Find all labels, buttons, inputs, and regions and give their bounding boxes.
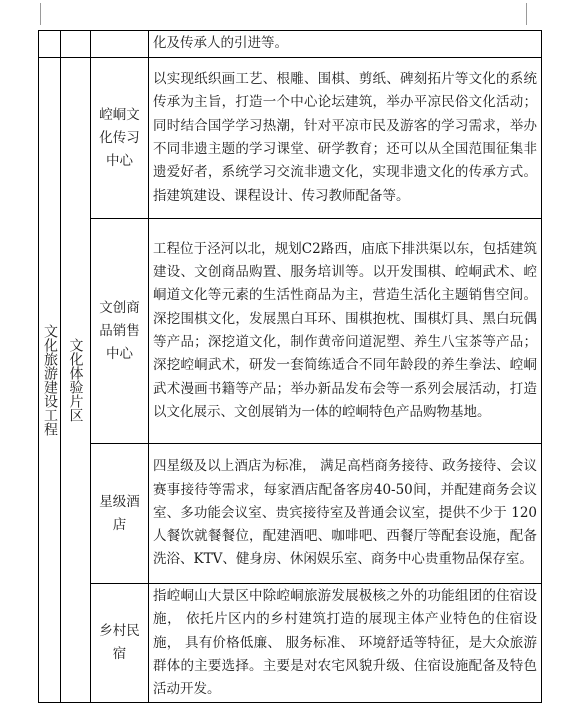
- table-row: [39, 219, 542, 444]
- item-content: 指崆峒山大景区中除崆峒旅游发展极核之外的功能组团的住宿设施， 依托片区内的乡村建筑打造的展现主体产业特色的住宿设施， 具有价格低廉、 服务标准、 环境舒适等特征，是大众旅游群体的主要选择。主要是对农宅风貌升级、住宿设施配备及特色活动开发。: [153, 588, 537, 698]
- item-content-cell: [149, 444, 542, 584]
- item-label-cell: [91, 584, 149, 703]
- item-label-cell: [91, 58, 149, 219]
- project-table: [38, 30, 542, 703]
- section-cell: [39, 58, 61, 703]
- empty-cell: [61, 31, 91, 58]
- section-label: 文化旅游建设工程: [42, 324, 58, 437]
- item-content: 四星级及以上酒店为标准， 满足高档商务接待、政务接待、会议赛事接待等需求，每家酒店配备客房40-50间，并配建商务会议室、多功能会议室、贵宾接待室及普通会议室，提供不少于 120 人餐饮就餐餐位，配建酒吧、咖啡吧、西餐厅等配套设施，配备洗浴、KTV、健身房、休闲娱乐室、商务中心贵重物品保存室。: [153, 458, 537, 568]
- item-label: 文创商品销售中心: [99, 299, 140, 362]
- continued-text: 化及传承人的引进等。: [153, 35, 288, 52]
- page-corner-mark-left: [40, 3, 41, 25]
- subsection-cell: [61, 58, 91, 703]
- empty-cell: [91, 31, 149, 58]
- table-row: [39, 58, 542, 219]
- item-content: 工程位于泾河以北，规划C2路西，庙底下排洪渠以东，包括建筑建设、文创商品购置、服务培训等。以开发围棋、崆峒武术、崆峒道文化等元素的生活性商品为主，营造生活化主题销售空间。深挖围棋文化，发展黑白耳环、围棋抱枕、围棋灯具、黑白玩偶等产品；深挖道文化，制作黄帝问道泥塑、养生八宝茶等产品；深挖崆峒武术，研发一套简练适合不同年龄段的养生拳法、崆峒武术漫画书籍等产品；举办新品发布会等一系列会展活动，打造以文化展示、文创展销为一体的崆峒特色产品购物基地。: [153, 240, 537, 420]
- item-label-cell: [91, 444, 149, 584]
- item-label: 星级酒店: [99, 493, 140, 533]
- item-content: 以实现纸织画工艺、根雕、围棋、剪纸、碑刻拓片等文化的系统传承为主旨，打造一个中心论坛建筑，举办平凉民俗文化活动；同时结合国学学习热潮，针对平凉市民及游客的学习需求，举办不同非遗主题的学习课堂、研学教育；还可以从全国范围征集非遗爱好者，系统学习交流非遗文化，实现非遗文化的传承方式。指建筑建设、课程设计、传习教师配备等。: [153, 71, 537, 204]
- item-content-cell: [149, 58, 542, 219]
- subsection-label: 文化体验片区: [67, 338, 84, 423]
- item-content-cell: [149, 219, 542, 444]
- item-label: 乡村民宿: [99, 623, 140, 663]
- table-row: [39, 584, 542, 703]
- item-content-cell: [149, 584, 542, 703]
- item-label-cell: [91, 219, 149, 444]
- empty-cell: [39, 31, 61, 58]
- table-row-continued: [39, 31, 542, 58]
- table-row: [39, 444, 542, 584]
- item-label: 崆峒文化传习中心: [99, 106, 140, 169]
- page-corner-mark-right: [526, 3, 527, 25]
- continued-text-cell: [149, 31, 542, 58]
